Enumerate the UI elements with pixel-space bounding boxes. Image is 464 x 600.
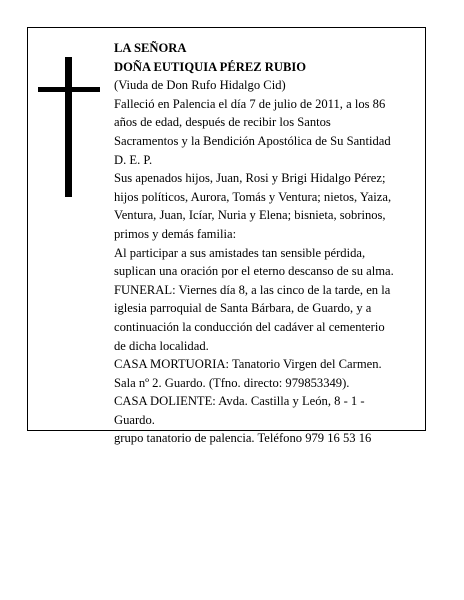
house-text-line: CASA DOLIENTE: Avda. Castilla y León, 8 - 1 - <box>114 394 365 409</box>
request-text-line: suplican una oración por el eterno descanso de su alma. <box>114 264 394 279</box>
mortuary-text-line: Sala nº 2. Guardo. (Tfno. directo: 979853349). <box>114 375 350 390</box>
mortuary-text-line: CASA MORTUORIA: Tanatorio Virgen del Carmen. <box>114 357 382 372</box>
widow-subtitle: (Viuda de Don Rufo Hidalgo Cid) <box>114 78 286 93</box>
footer-contact: grupo tanatorio de palencia. Teléfono 979 16 53 16 <box>114 431 372 446</box>
death-text-line: años de edad, después de recibir los Santos <box>114 115 331 130</box>
funeral-text-line: de dicha localidad. <box>114 338 209 353</box>
funeral-text-line: continuación la conducción del cadáver al cementerio <box>114 319 385 334</box>
funeral-text-line: FUNERAL: Viernes día 8, a las cinco de la tarde, en la <box>114 282 391 297</box>
cross-icon <box>38 57 100 197</box>
family-text-line: hijos políticos, Aurora, Tomás y Ventura; nietos, Yaiza, <box>114 189 392 204</box>
funeral-text-line: iglesia parroquial de Santa Bárbara, de Guardo, y a <box>114 301 372 316</box>
obituary-text <box>114 39 414 448</box>
cross-vertical-bar <box>65 57 72 197</box>
family-text-line: Sus apenados hijos, Juan, Rosi y Brigi Hidalgo Pérez; <box>114 171 386 186</box>
family-text-line: Ventura, Juan, Icíar, Nuria y Elena; bisnieta, sobrinos, <box>114 208 386 223</box>
deceased-name: DOÑA EUTIQUIA PÉREZ RUBIO <box>114 59 307 74</box>
request-text-line: Al participar a sus amistades tan sensible pérdida, <box>114 245 366 260</box>
death-text-line: Falleció en Palencia el día 7 de julio de 2011, a los 86 <box>114 96 386 111</box>
cross-horizontal-bar <box>38 87 100 92</box>
death-text-line: Sacramentos y la Bendición Apostólica de Su Santidad <box>114 133 391 148</box>
rip-line: D. E. P. <box>114 152 153 167</box>
family-text-line: primos y demás familia: <box>114 226 237 241</box>
heading-title: LA SEÑORA <box>114 41 187 55</box>
house-text-line: Guardo. <box>114 412 155 427</box>
